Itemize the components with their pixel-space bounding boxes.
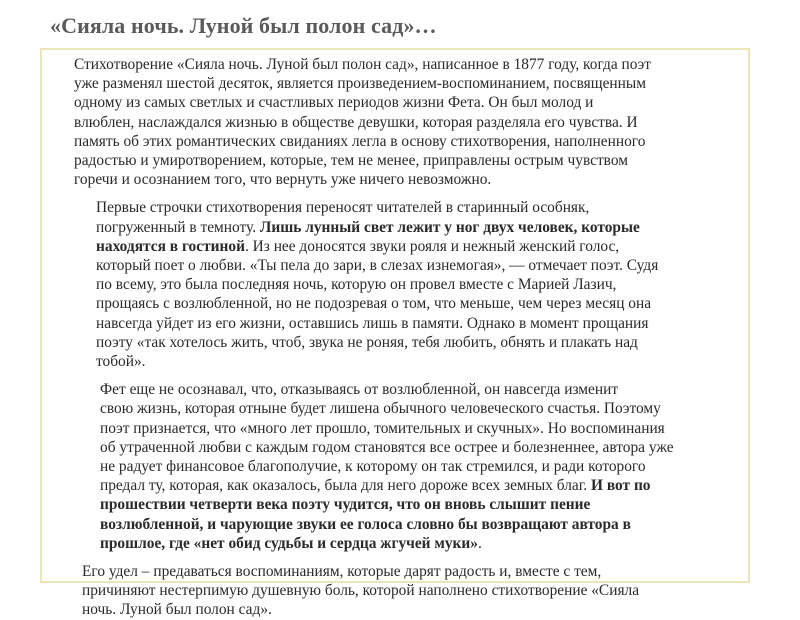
text-line [70, 151, 730, 170]
bold-text-run: находятся в гостиной [96, 237, 245, 255]
text-run: не радует финансовое благополучие, к которому он так стремился, и ради которого [100, 458, 646, 476]
text-run: навсегда уйдет из его жизни, оставшись лишь в памяти. Однако в момент прощания [96, 314, 649, 332]
text-run: предал ту, которая, как оказалось, была для него дороже всех земных благ. [100, 477, 592, 495]
text-run: ночь. Луной был полон сад». [82, 601, 272, 619]
text-line [70, 495, 730, 514]
paragraph [70, 55, 730, 189]
text-line [70, 74, 730, 93]
text-run: Первые строчки стихотворения переносят читателей в старинный особняк, [96, 199, 590, 217]
text-run: по всему, это была последняя ночь, которую он провел вместе с Марией Лазич, [96, 276, 617, 294]
text-line [70, 314, 730, 333]
bold-text-run: прошлое, где «нет обид судьбы и сердца жгучей муки» [100, 534, 478, 552]
text-line [70, 352, 730, 371]
article-text [70, 55, 730, 620]
text-run: погруженный в темноту. [96, 218, 260, 236]
text-line [70, 457, 730, 476]
text-run: тобой». [96, 353, 146, 371]
text-line [70, 399, 730, 418]
text-line [70, 275, 730, 294]
text-line [70, 237, 730, 256]
text-line [70, 170, 730, 189]
text-line [70, 198, 730, 217]
text-line [70, 515, 730, 534]
text-run: Его удел – предаваться воспоминаниям, которые дарят радость и, вместе с тем, [82, 563, 602, 581]
text-run: Стихотворение «Сияла ночь. Луной был полон сад», написанное в 1877 году, когда поэт [74, 56, 651, 73]
text-line [70, 581, 730, 600]
text-run: горечи и осознанием того, что вернуть уже ничего невозможно. [74, 171, 492, 189]
bold-text-run: И вот по [591, 477, 651, 495]
text-line [70, 294, 730, 313]
text-line [70, 218, 730, 237]
text-run: причиняют нестерпимую душевную боль, которой наполнено стихотворение «Сияла [82, 582, 640, 600]
text-line [70, 476, 730, 495]
text-run: влюблен, наслаждался жизнью в обществе девушки, которая разделяла его чувства. И [74, 113, 638, 131]
text-run: свою жизнь, которая отныне будет лишена обычного человеческого счастья. Поэтому [100, 400, 661, 418]
text-run: уже разменял шестой десяток, является произведением-воспоминанием, посвященным [74, 75, 646, 93]
text-line [70, 419, 730, 438]
text-line [70, 534, 730, 553]
text-run: Фет еще не осознавал, что, отказываясь от возлюбленной, он навсегда изменит [100, 381, 619, 399]
text-run: одному из самых светлых и счастливых периодов жизни Фета. Он был молод и [74, 94, 594, 112]
text-line [70, 380, 730, 399]
bold-text-run: возлюбленной, и чарующие звуки ее голоса словно бы возвращают автора в [100, 515, 631, 533]
paragraph [70, 198, 730, 371]
text-line [70, 562, 730, 581]
page-title: «Сияла ночь. Луной был полон сад»… [50, 13, 437, 38]
paragraph [70, 562, 730, 620]
text-line [70, 256, 730, 275]
text-line [70, 132, 730, 151]
text-line [70, 333, 730, 352]
bold-text-run: Лишь лунный свет лежит у ног двух человек, которые [259, 218, 640, 236]
text-line [70, 600, 730, 619]
paragraph [70, 380, 730, 553]
text-line [70, 93, 730, 112]
text-run: радостью и умиротворением, которые, тем не менее, приправлены острым чувством [74, 152, 628, 170]
text-run: поэту «так хотелось жить, чтоб, звука не роняя, тебя любить, обнять и плакать над [96, 333, 638, 351]
text-run: память об этих романтических свиданиях легла в основу стихотворения, наполненного [74, 132, 646, 150]
text-run: . Из нее доносятся звуки рояля и нежный женский голос, [244, 237, 620, 255]
text-line [70, 55, 730, 74]
text-line [70, 113, 730, 132]
text-run: который поет о любви. «Ты пела до зари, в слезах изнемогая», — отмечает поэт. Судя [96, 257, 659, 275]
text-line [70, 438, 730, 457]
text-run: поэт признается, что «много лет прошло, томительных и скучных». Но воспоминания [100, 419, 665, 437]
text-run: прощаясь с возлюбленной, но не подозревая о том, что меньше, чем через месяц она [96, 295, 652, 313]
bold-text-run: прошествии четверти века поэту чудится, что он вновь слышит пение [100, 496, 591, 514]
text-run: . [478, 534, 482, 552]
text-run: об утраченной любви с каждым годом становятся все острее и болезненнее, автора уже [100, 438, 674, 456]
